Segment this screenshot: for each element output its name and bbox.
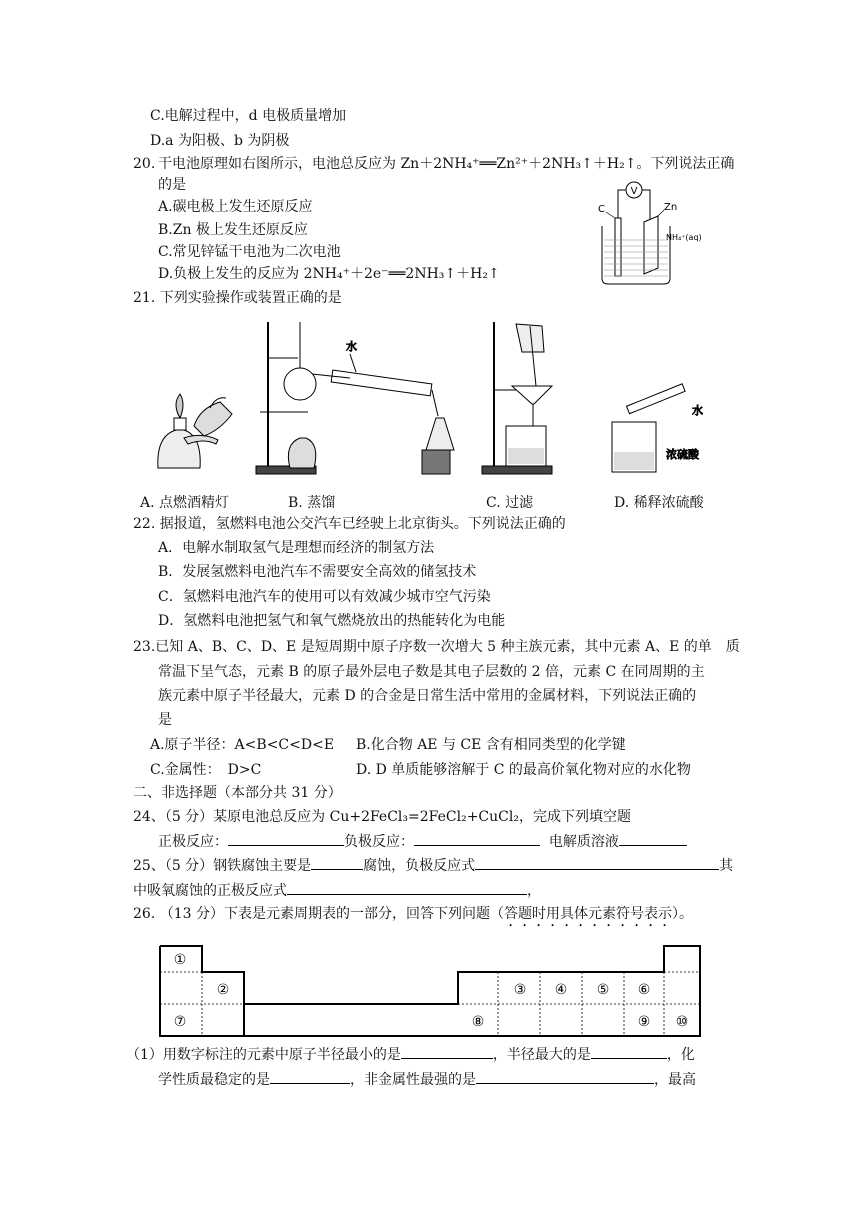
electrolyte-label: 电解质溶液 xyxy=(548,834,619,850)
q25-line-2 xyxy=(133,880,541,901)
solution-label: NH₄⁺(aq) xyxy=(666,233,702,242)
element-5: ⑤ xyxy=(596,982,610,998)
q25-text-4: 中吸氧腐蚀的正极反应式 xyxy=(133,883,287,899)
q20-option-a: A.碳电极上发生还原反应 xyxy=(158,199,313,215)
most-nonmetallic-blank[interactable] xyxy=(476,1069,654,1084)
q22-option-b: B．发展氢燃料电池汽车不需要安全高效的储氢技术 xyxy=(158,564,477,580)
option-c: C.电解过程中，d 电极质量增加 xyxy=(150,108,347,124)
caption-d: D. 稀释浓硫酸 xyxy=(614,495,704,511)
q23-option-d: D. D 单质能够溶解于 C 的最高价氧化物对应的水化物 xyxy=(356,762,691,778)
q25-line-1 xyxy=(133,855,733,876)
q25-text-2: 腐蚀，负极反应式 xyxy=(363,858,476,874)
filtration-figure xyxy=(482,322,552,474)
q24-blanks xyxy=(158,831,687,852)
q26-1-text-2: ，半径最大的是 xyxy=(492,1047,591,1063)
element-9: ⑨ xyxy=(637,1014,651,1030)
q26-text-1: 26. （13 分）下表是元素周期表的一部分，回答下列问题（ xyxy=(133,906,504,922)
q23-option-a: A.原子半径：A<B<C<D<E xyxy=(150,737,335,753)
water-in-label: 水 xyxy=(346,340,357,353)
periodic-table-fragment xyxy=(158,944,702,1038)
q20-option-b: B.Zn 极上发生还原反应 xyxy=(158,222,308,238)
distillation-figure xyxy=(256,322,454,474)
dry-cell-diagram xyxy=(588,178,702,286)
apparatus-figures xyxy=(150,318,750,478)
anode-reaction-blank[interactable] xyxy=(475,855,719,870)
q25-text-3: 其 xyxy=(719,858,734,874)
q23-stem-1: 23.已知 A、B、C、D、E 是短周期中原子序数一次增大 5 种主族元素，其中元素 A、E 的单 质 xyxy=(133,639,740,655)
element-10: ⑩ xyxy=(675,1014,689,1030)
element-8: ⑧ xyxy=(471,1014,485,1030)
element-2: ② xyxy=(216,982,230,998)
alcohol-lamps-figure xyxy=(158,394,232,468)
element-7: ⑦ xyxy=(173,1014,187,1030)
q23-stem-2: 常温下呈气态，元素 B 的原子最外层电子数是其电子层数的 2 倍，元素 C 在同周期的主 xyxy=(158,664,705,680)
q20-option-d: D.负极上发生的反应为 2NH₄⁺＋2e⁻══2NH₃↑＋H₂↑ xyxy=(158,266,500,282)
q23-stem-4: 是 xyxy=(158,712,172,728)
zinc-label: Zn xyxy=(664,202,678,213)
q26-emphasis: 答题时用具体元素符号表示 xyxy=(503,906,672,922)
dilution-figure xyxy=(612,384,703,472)
q21-stem: 21. 下列实验操作或装置正确的是 xyxy=(133,290,342,306)
cathode-reaction-blank[interactable] xyxy=(287,880,527,895)
water-label: 水 xyxy=(692,404,703,417)
corrosion-type-blank[interactable] xyxy=(311,855,363,870)
q20-stem: 干电池原理如右图所示，电池总反应为 Zn＋2NH₄⁺══Zn²⁺＋2NH₃↑＋H₂↑。下列说法正确 xyxy=(158,156,735,172)
q22-option-a: A．电解水制取氢气是理想而经济的制氢方法 xyxy=(158,540,435,556)
q22-option-c: C．氢燃料电池汽车的使用可以有效减少城市空气污染 xyxy=(158,589,491,605)
q26-1-text-1: （1）用数字标注的元素中原子半径最小的是 xyxy=(126,1047,401,1063)
q26-1-text-5: ，非金属性最强的是 xyxy=(350,1072,476,1088)
q26-text-2: ）。 xyxy=(671,906,693,922)
caption-c: C. 过滤 xyxy=(486,495,534,511)
negative-label: 负极反应： xyxy=(344,834,414,850)
element-3: ③ xyxy=(513,982,527,998)
section-2-heading: 二、非选择题（本部分共 31 分） xyxy=(133,785,342,801)
q20-number: 20. xyxy=(133,156,156,172)
q22-stem: 22. 据报道，氢燃料电池公交汽车已经驶上北京街头。下列说法正确的 xyxy=(133,516,566,532)
positive-blank[interactable] xyxy=(228,831,344,846)
q23-stem-3: 族元素中原子半径最大，元素 D 的合金是日常生活中常用的金属材料，下列说法正确的 xyxy=(158,688,697,704)
most-stable-blank[interactable] xyxy=(270,1069,350,1084)
negative-blank[interactable] xyxy=(414,831,540,846)
element-6: ⑥ xyxy=(637,982,651,998)
q25-text-1: 25、（5 分）钢铁腐蚀主要是 xyxy=(133,858,312,874)
conc-acid-label: 浓硫酸 xyxy=(666,448,699,461)
q26-1-text-6: ，最高 xyxy=(654,1072,696,1088)
q25-text-5: ， xyxy=(527,883,541,899)
option-d: D.a 为阳极、b 为阴极 xyxy=(150,133,290,149)
q26-stem xyxy=(133,904,693,930)
q22-option-d: D．氢燃料电池把氢气和氧气燃烧放出的热能转化为电能 xyxy=(158,613,506,629)
q23-option-b: B.化合物 AE 与 CE 含有相同类型的化学键 xyxy=(356,737,626,753)
q26-part1-line1 xyxy=(126,1044,695,1065)
smallest-radius-blank[interactable] xyxy=(401,1044,493,1059)
electrolyte-blank[interactable] xyxy=(619,831,687,846)
q24-stem: 24、（5 分）某原电池总反应为 Cu+2FeCl₃=2FeCl₂+CuCl₂，完成下列填空题 xyxy=(133,809,631,825)
q20-stem-cont: 的是 xyxy=(158,177,186,193)
element-4: ④ xyxy=(554,982,568,998)
caption-a: A. 点燃酒精灯 xyxy=(140,495,230,511)
caption-b: B. 蒸馏 xyxy=(288,495,336,511)
q26-1-text-3: ，化 xyxy=(666,1047,695,1063)
q20-option-c: C.常见锌锰干电池为二次电池 xyxy=(158,244,341,260)
q23-option-c: C.金属性： D>C xyxy=(150,762,262,778)
element-1: ① xyxy=(173,952,187,968)
largest-radius-blank[interactable] xyxy=(591,1044,667,1059)
positive-label: 正极反应： xyxy=(158,834,228,850)
q26-part1-line2 xyxy=(158,1069,696,1090)
carbon-label: C xyxy=(598,204,605,215)
q26-1-text-4: 学性质最稳定的是 xyxy=(158,1072,270,1088)
voltmeter-label: V xyxy=(630,186,638,197)
